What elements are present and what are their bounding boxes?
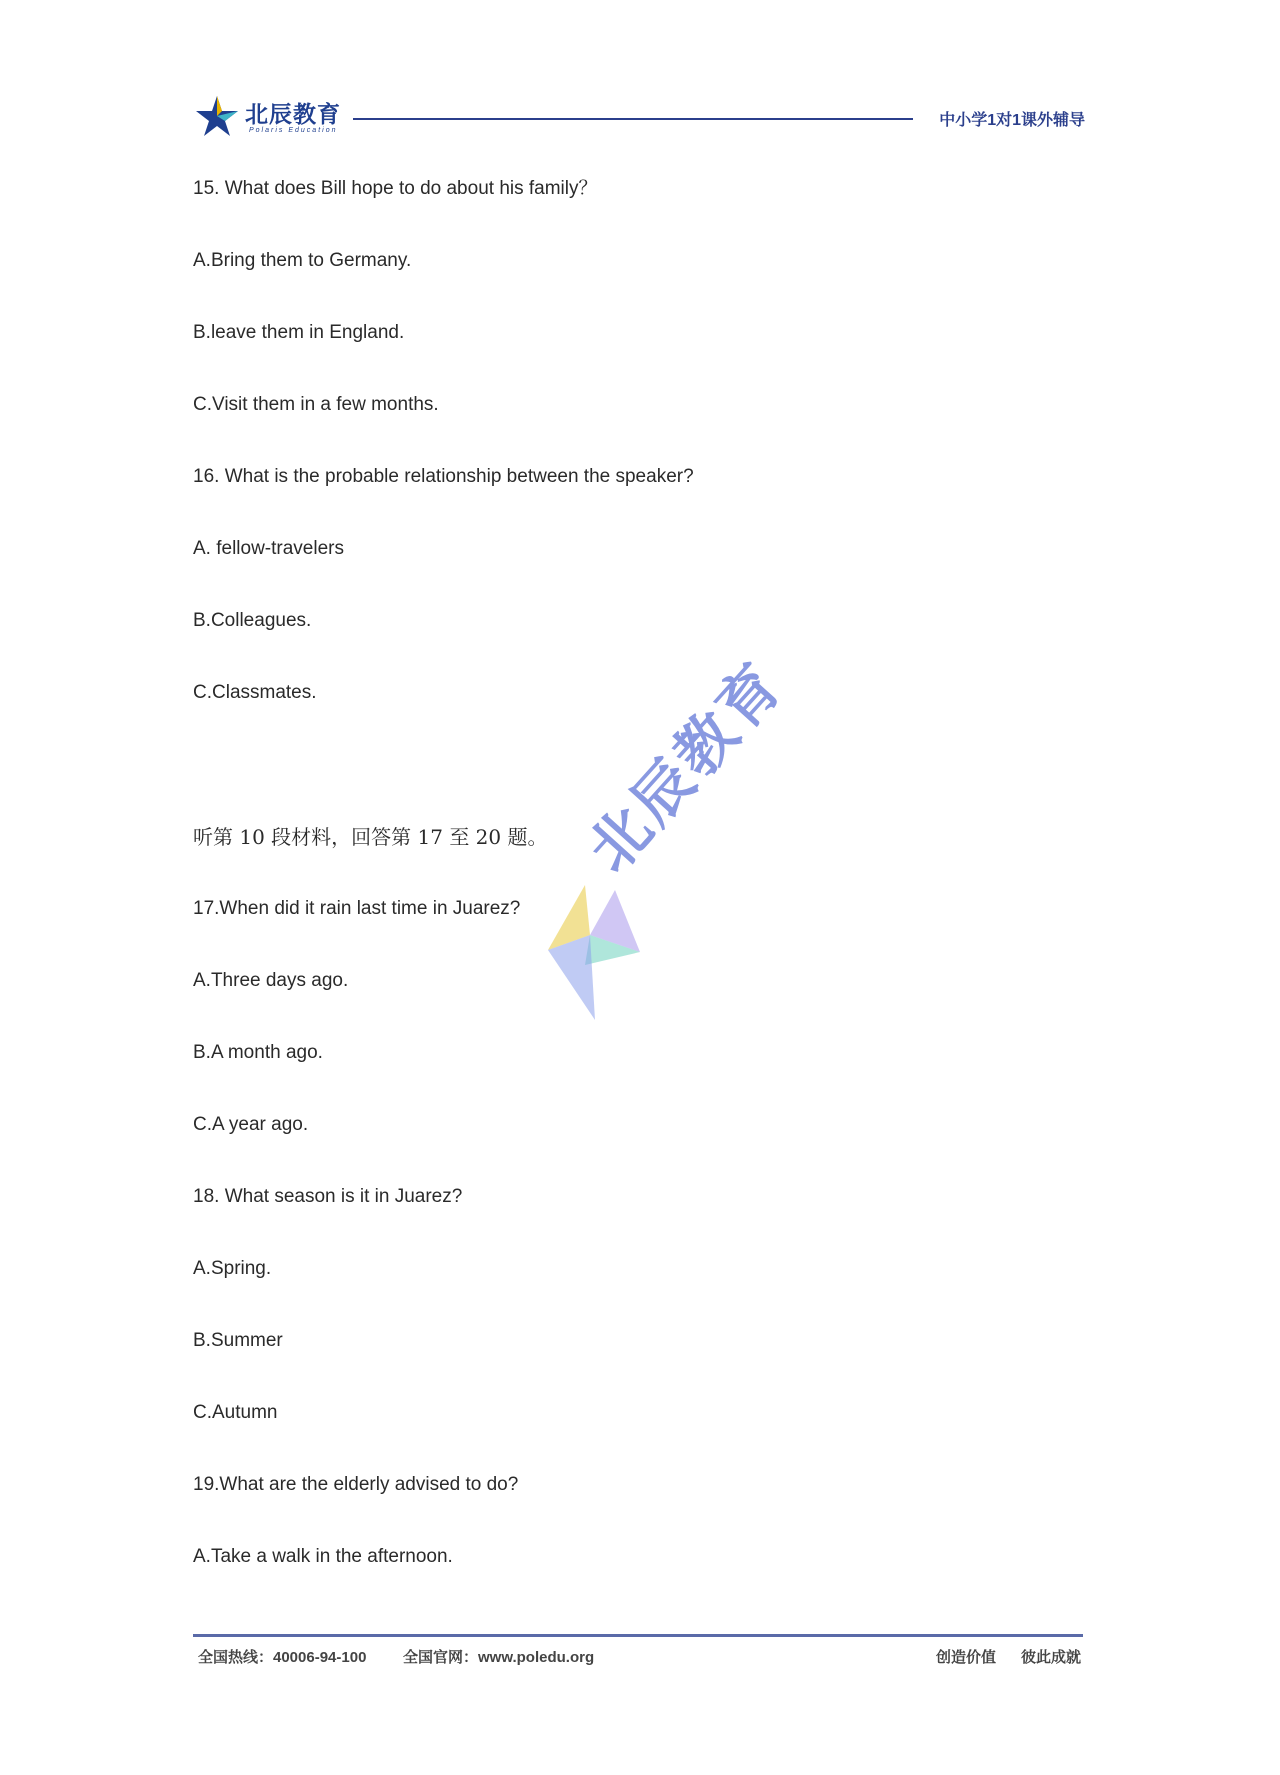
option-19a: A.Take a walk in the afternoon. — [193, 1546, 453, 1567]
brand-subtitle: Polaris Education — [249, 127, 338, 134]
question-17: 17.When did it rain last time in Juarez? — [193, 898, 521, 919]
header-tagline: 中小学1对1课外辅导 — [939, 112, 1085, 129]
option-18b: B.Summer — [193, 1330, 283, 1351]
option-17a: A.Three days ago. — [193, 970, 349, 991]
star-logo-icon — [195, 94, 239, 138]
watermark-text: 北辰教育 — [575, 649, 797, 885]
page-footer — [198, 1646, 1083, 1670]
option-18a: A.Spring. — [193, 1258, 272, 1279]
footer-hotline: 全国热线：40006-94-100 — [198, 1649, 367, 1666]
option-16a: A. fellow-travelers — [193, 538, 344, 559]
option-15a: A.Bring them to Germany. — [193, 250, 412, 271]
footer-slogan-1: 创造价值 — [936, 1649, 997, 1666]
brand-name: 北辰教育 — [245, 101, 341, 127]
footer-website: 全国官网：www.poledu.org — [403, 1649, 595, 1666]
question-16: 16. What is the probable relationship between the speaker? — [193, 466, 694, 487]
option-16b: B.Colleagues. — [193, 610, 312, 631]
option-15b: B.leave them in England. — [193, 322, 405, 343]
footer-divider — [193, 1634, 1083, 1637]
option-17b: B.A month ago. — [193, 1042, 323, 1063]
option-16c: C.Classmates. — [193, 682, 317, 703]
section-instruction: 听第 10 段材料，回答第 17 至 20 题。 — [193, 825, 548, 849]
option-18c: C.Autumn — [193, 1402, 278, 1423]
footer-slogan-2: 彼此成就 — [1021, 1649, 1082, 1666]
option-15c: C.Visit them in a few months. — [193, 394, 439, 415]
header-divider — [353, 118, 913, 120]
question-19: 19.What are the elderly advised to do? — [193, 1474, 519, 1495]
question-15: 15. What does Bill hope to do about his family？ — [193, 178, 598, 199]
page-header — [195, 92, 1085, 142]
option-17c: C.A year ago. — [193, 1114, 309, 1135]
question-18: 18. What season is it in Juarez? — [193, 1186, 463, 1207]
